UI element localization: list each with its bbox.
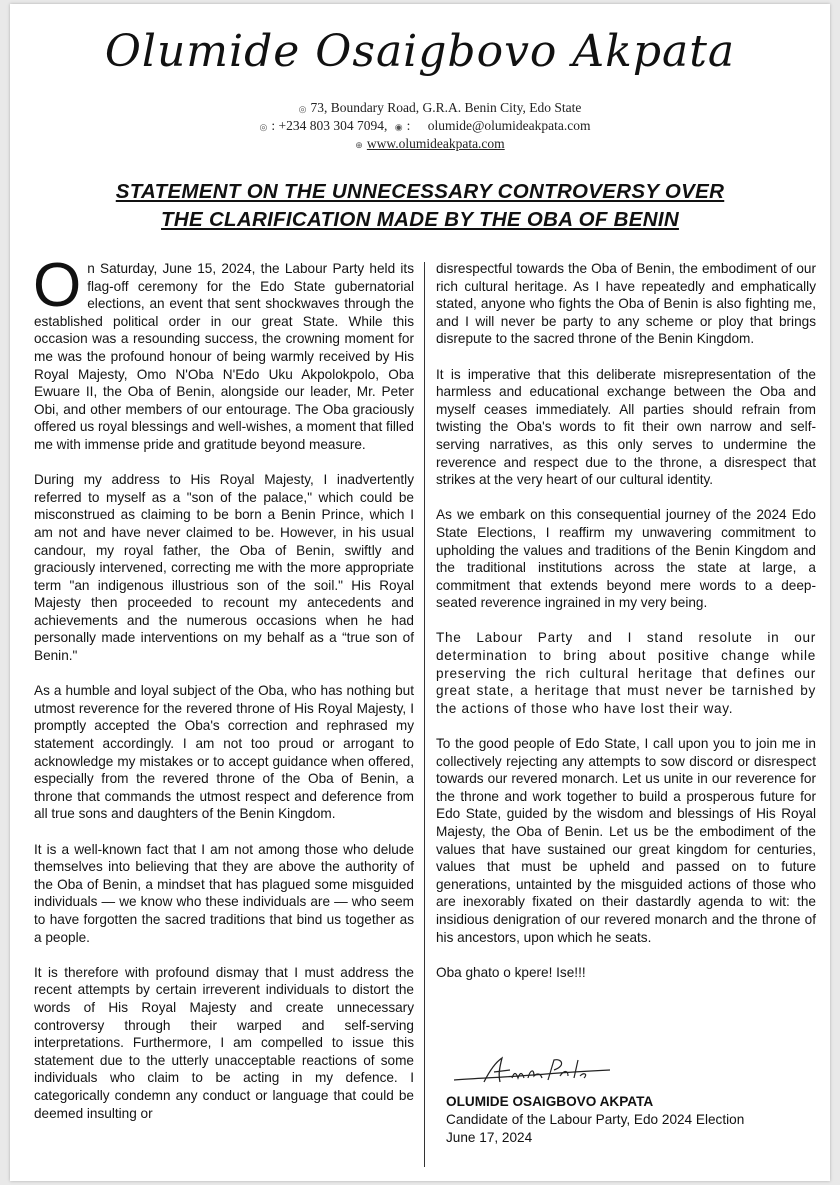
signatory-role: Candidate of the Labour Party, Edo 2024 Election — [446, 1112, 745, 1127]
paragraph-9: To the good people of Edo State, I call upon you to join me in collectively rejecting any attempts to sow discord or disrespect towards our revered monarch. Let us unite in our reverence for the throne and work together to build a prosperous future for Edo State, guided by the wisdom and blessings of His Royal Majesty, the Oba of Benin. Let us be the embodiment of the values that have sustained our great kingdom for centuries, values that must be upheld and passed on to future generations, untainted by the misguided actions of those who are inexorably fixated on their dastardly agenda to wit: the insidious denigration of our revered monarch and the throne of his ancestors, upon which he seats. — [436, 736, 816, 945]
statement-title-line-1: STATEMENT ON THE UNNECESSARY CONTROVERSY OVER — [115, 180, 725, 203]
letterhead-address — [10, 99, 830, 118]
statement-date: June 17, 2024 — [446, 1130, 533, 1145]
phone-icon: ◎ — [259, 122, 268, 132]
location-icon: ◎ — [298, 104, 307, 114]
column-divider — [424, 262, 425, 1167]
left-column — [33, 251, 414, 1140]
paragraph-8: The Labour Party and I stand resolute in our determination to bring about positive change while preserving the rich cultural heritage that defines our great state, a heritage that must never be tarnished by the actions of those who have lost their way. — [436, 630, 816, 716]
paragraph-5: It is therefore with profound dismay that I must address the recent attempts by certain irreverent individuals to distort the words of His Royal Majesty and create unnecessary controversy through their warped and self-serving interpretations. Furthermore, I am compelled to issue this statement due to the utterly unacceptable reactions of some individuals who claim to be acting in my defence. I categorically condemn any conduct or language that could be deemed insulting or — [34, 964, 414, 1121]
signatory-name: OLUMIDE OSAIGBOVO AKPATA — [446, 1094, 654, 1109]
address-text: 73, Boundary Road, G.R.A. Benin City, Edo State — [310, 100, 582, 115]
email-text[interactable]: olumide@olumideakpata.com — [427, 118, 591, 133]
statement-page — [10, 4, 830, 1181]
phone-text: : +234 803 304 7094, — [271, 118, 388, 133]
statement-title-line-2: THE CLARIFICATION MADE BY THE OBA OF BENIN — [161, 208, 679, 231]
email-icon: ◉ — [394, 122, 403, 132]
paragraph-2: During my address to His Royal Majesty, I inadvertently referred to myself as a "son of the palace," which could be misconstrued as claiming to be born a Benin Prince, which I am not and have never claimed to be. However, in his usual candour, my royal father, the Oba of Benin, swiftly and graciously intervened, correcting me with the more appropriate term "an indigenous illustrious son of the soil." His Royal Majesty then proceeded to recount my antecedents and achievements and the numerous occasions when he had personally made interventions on my behalf as a “true son of Benin." — [34, 472, 414, 664]
paragraph-1-text: n Saturday, June 15, 2024, the Labour Party held its flag-off ceremony for the Edo State gubernatorial elections, an event that sent shockwaves through the established political order in our great State. While this occasion was a resounding success, the crowning moment for me was the profound honour of being warmly received by His Royal Majesty, Omo N'Oba N'Edo Uku Akpolokpolo, Oba Ewuare II, the Oba of Benin, alongside our leader, Mr. Peter Obi, and other members of our entourage. The Oba graciously offered us royal blessings and well-wishes, a moment that filled me with immense pride and gratitude beyond measure. — [34, 261, 414, 452]
right-column — [436, 260, 816, 999]
letterhead-website — [10, 135, 830, 154]
letterhead-phone-email — [10, 117, 830, 136]
website-link[interactable]: www.olumideakpata.com — [366, 136, 505, 151]
letterhead-name: Olumide Osaigbovo Akpata — [104, 26, 736, 77]
email-label: : — [406, 118, 411, 133]
handwritten-signature — [450, 1052, 620, 1092]
paragraph-5-continued: disrespectful towards the Oba of Benin, the embodiment of our rich cultural heritage. As I have repeatedly and emphatically stated, anyone who fights the Oba of Benin is also fighting me, and I will never be party to any scheme or ploy that brings disrepute to the sacred throne of the Benin Kingdom. — [436, 261, 816, 347]
paragraph-4: It is a well-known fact that I am not among those who delude themselves into believing that they are above the authority of the Oba of Benin, a mindset that has plagued some misguided individuals — we know who these individuals are — who seem to have forgotten the sacred traditions that bind us together as a people. — [34, 841, 414, 945]
paragraph-6: It is imperative that this deliberate misrepresentation of the harmless and educational exchange between the Oba and myself ceases immediately. All parties should refrain from twisting the Oba's words to fit their own narrow and self-serving narratives, as this only serves to undermine the reverence and respect due to the throne, a disrespect that strikes at the very heart of our cultural identity. — [436, 366, 816, 488]
paragraph-3: As a humble and loyal subject of the Oba, who has nothing but utmost reverence for the revered throne of His Royal Majesty, I promptly accepted the Oba's correction and rephrased my statement accordingly. I am not too proud or arrogant to acknowledge my mistakes or to accept guidance when offered, especially from the revered throne of the Oba of Benin, a throne that commands the utmost respect and deference from all true sons and daughters of the Benin Kingdom. — [34, 683, 414, 822]
web-icon: ⊕ — [355, 140, 363, 150]
drop-cap: O — [33, 251, 82, 320]
paragraph-1 — [33, 251, 414, 454]
paragraph-7: As we embark on this consequential journey of the 2024 Edo State Elections, I reaffirm my unwavering commitment to upholding the values and traditions of the Benin Kingdom and the traditional institutions across the state at large, a commitment that extends beyond mere words to a deep-seated reverence ingrained in my very being. — [436, 507, 816, 611]
closing-line: Oba ghato o kpere! Ise!!! — [436, 964, 586, 980]
